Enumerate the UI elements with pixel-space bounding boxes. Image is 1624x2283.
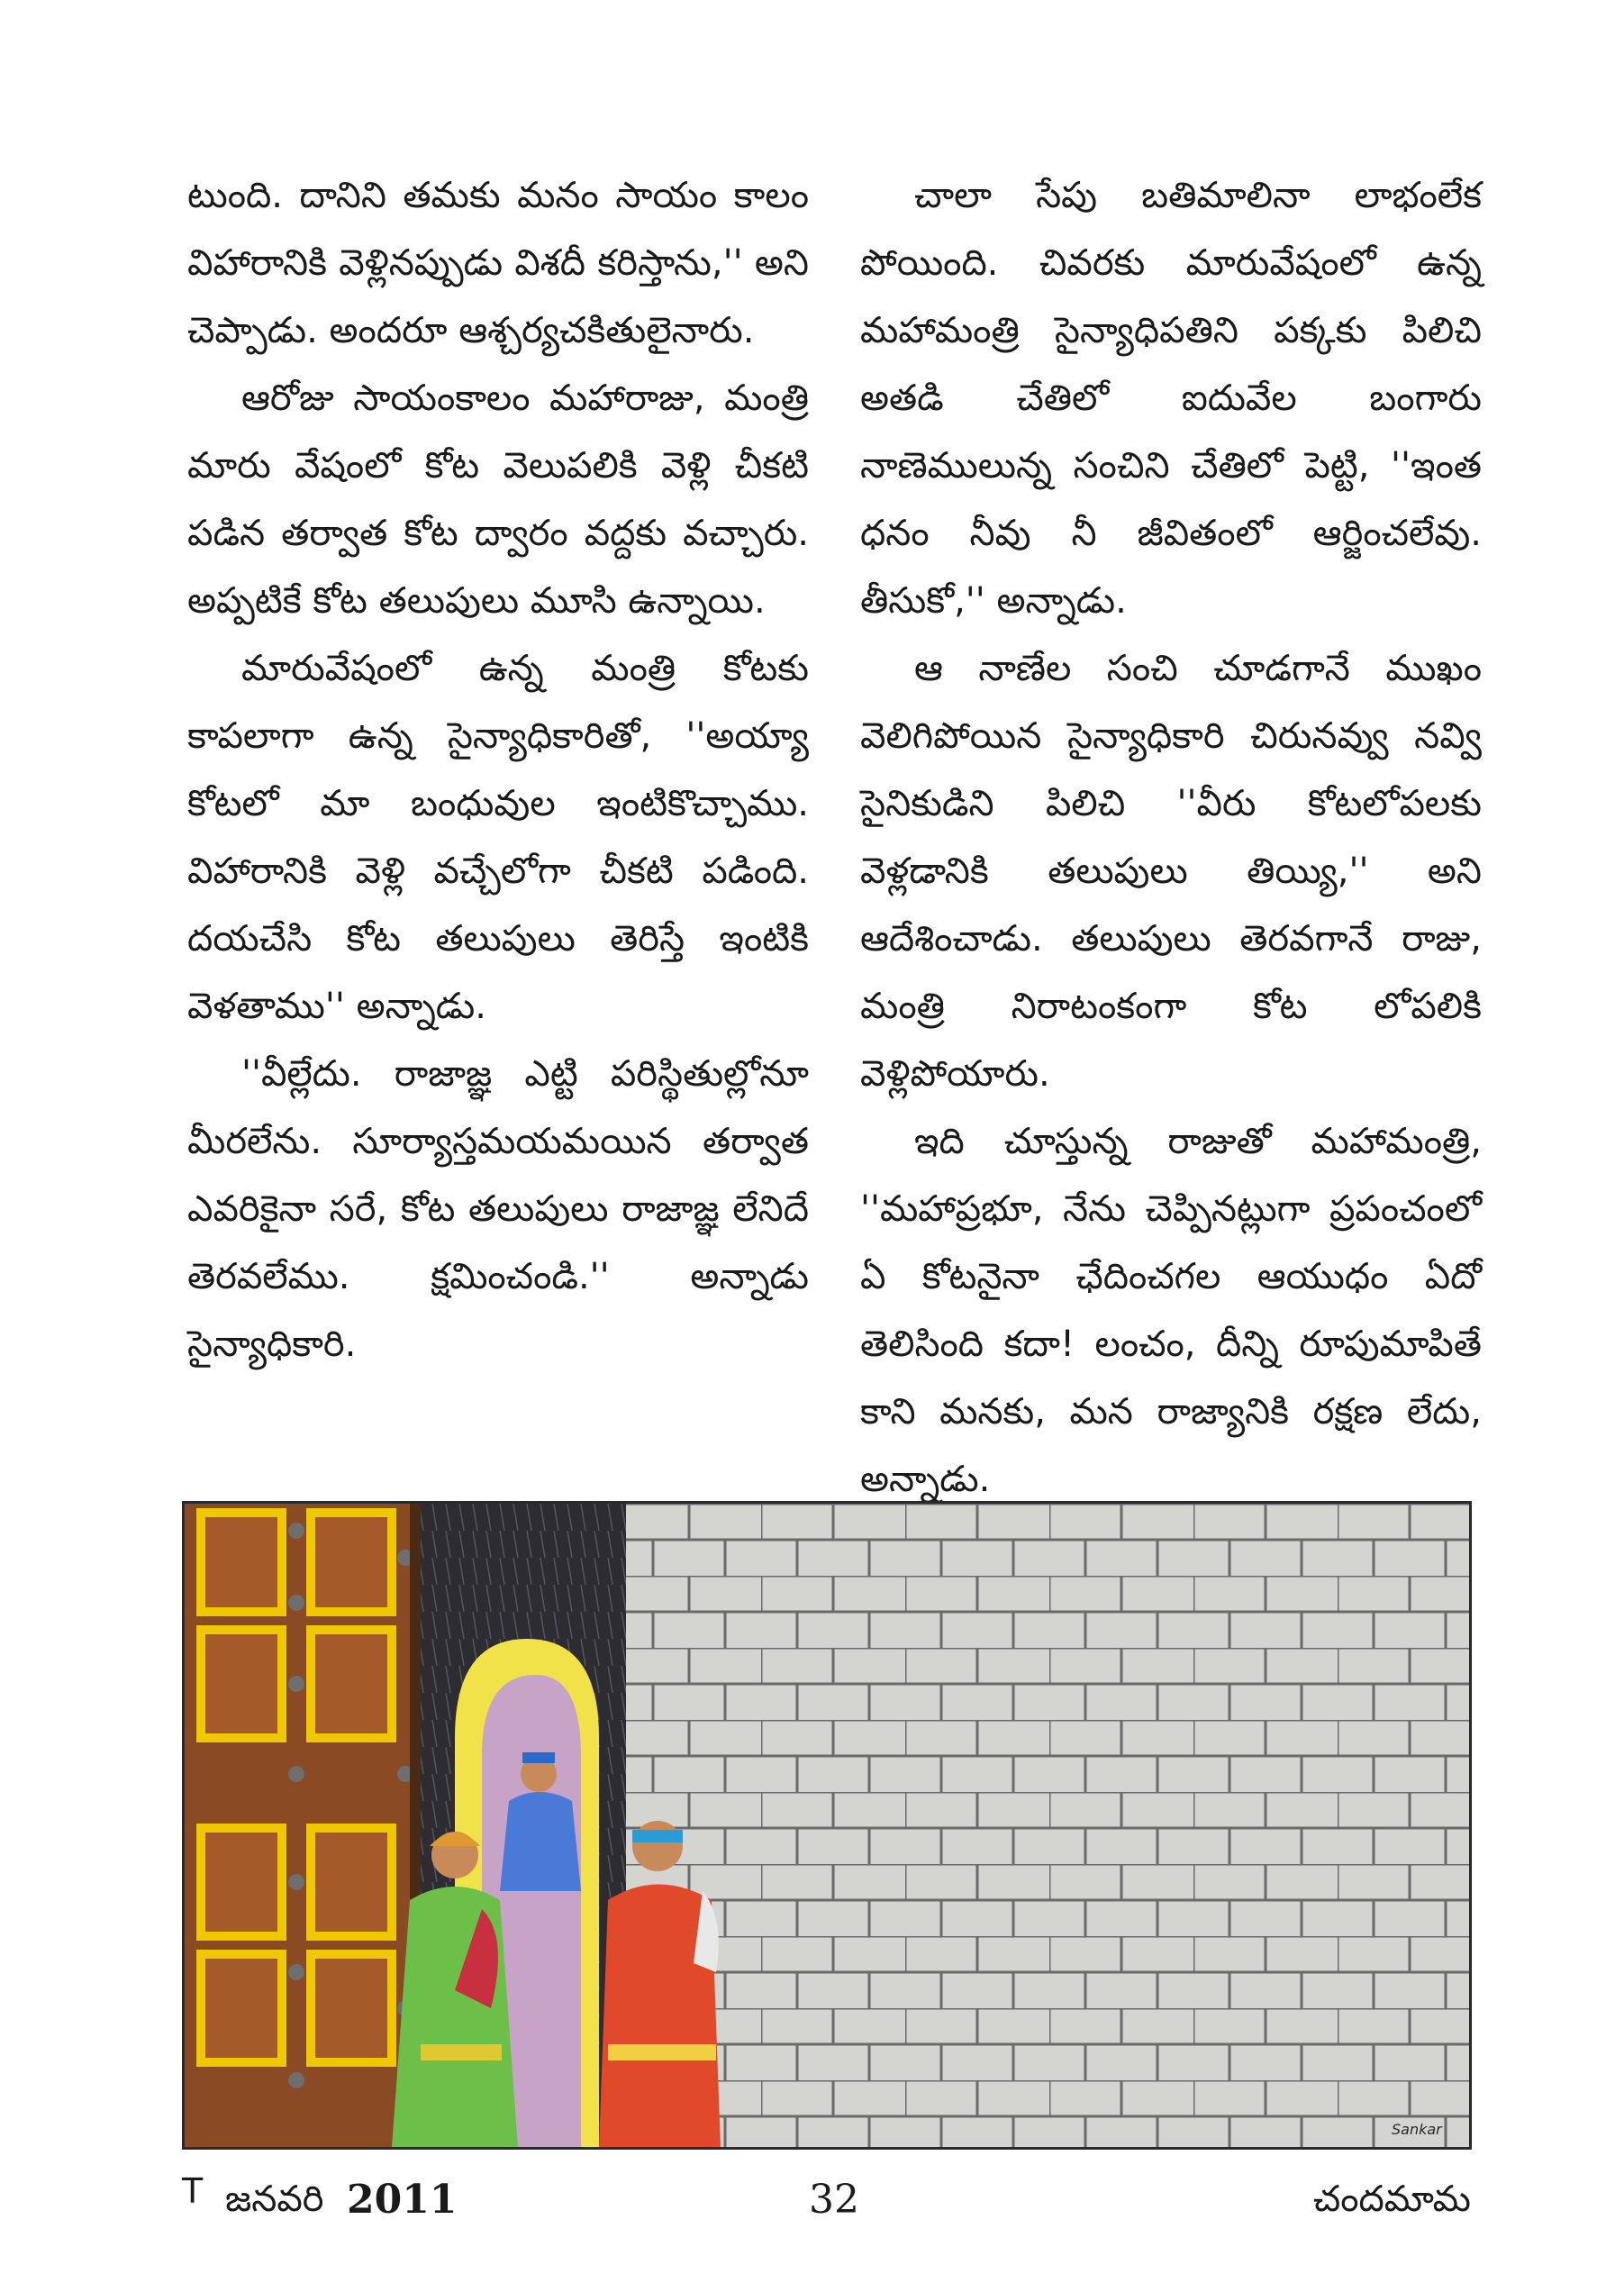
artist-signature: Sankar xyxy=(1392,2121,1442,2138)
footer-month: జనవరి xyxy=(225,2178,324,2220)
paragraph: ''వీల్లేదు. రాజాజ్ఞ ఎట్టి పరిస్థితుల్లోనూ మీరలేను. సూర్యాస్తమయమయిన తర్వాత ఎవరికైనా సరే, కోట తలుపులు రాజాజ్ఞ లేనిదే తెరవలేము. క్షమించండి.'' అన్నాడు సైన్యాధికారి. xyxy=(187,1053,809,1365)
paragraph: టుంది. దానిని తమకు మనం సాయం కాలం విహారానికి వెళ్లినప్పుడు విశదీ కరిస్తాను,'' అని చెప్పాడు. అందరూ ఆశ్చర్యచకితులైనారు. xyxy=(187,175,809,351)
paragraph: మారువేషంలో ఉన్న మంత్రి కోటకు కాపలాగా ఉన్న సైన్యాధికారితో, ''అయ్యా కోటలో మా బంధువుల ఇంటికొచ్చాము. విహారానికి వెళ్లి వచ్చేలోగా చీకటి పడింది. దయచేసి కోట తలుపులు తెరిస్తే ఇంటికి వెళతాము'' అన్నాడు. xyxy=(187,648,809,1027)
paragraph: ఇది చూస్తున్న రాజుతో మహామంత్రి, ''మహాప్రభూ, నేను చెప్పినట్లుగా ప్రపంచంలో ఏ కోటనైనా ఛేదించగల ఆయుధం ఏదో తెలిసింది కదా! లంచం, దీన్ని రూపుమాపితే కాని మనకు, మన రాజ్యానికి రక్షణ లేదు, అన్నాడు. xyxy=(860,1121,1482,1500)
page-number: 32 xyxy=(809,2177,859,2223)
page-footer xyxy=(0,2171,1624,2234)
fort-wall xyxy=(626,1504,1469,2147)
illustration-drawing xyxy=(185,1504,1469,2147)
paragraph: ఆరోజు సాయంకాలం మహారాజు, మంత్రి మారు వేషంలో కోట వెలుపలికి వెళ్లి చీకటి పడిన తర్వాత కోట ద్వారం వద్దకు వచ్చారు. అప్పటికే కోట తలుపులు మూసి ఉన్నాయి. xyxy=(187,377,809,622)
footer-mark: T xyxy=(182,2171,204,2211)
paragraph: చాలా సేపు బతిమాలినా లాభంలేక పోయింది. చివరకు మారువేషంలో ఉన్న మహామంత్రి సైన్యాధిపతిని పక్కకు పిలిచి అతడి చేతిలో ఐదువేల బంగారు నాణెములున్న సంచిని చేతిలో పెట్టి, ''ఇంత ధనం నీవు నీ జీవితంలో ఆర్జించలేవు. తీసుకో,'' అన్నాడు. xyxy=(860,175,1482,622)
story-illustration xyxy=(182,1501,1472,2150)
footer-year: 2011 xyxy=(347,2177,458,2223)
article-right-column xyxy=(860,162,1482,1514)
paragraph: ఆ నాణేల సంచి చూడగానే ముఖం వెలిగిపోయిన సైన్యాధికారి చిరునవ్వు నవ్వి సైనికుడిని పిలిచి ''వీరు కోటలోపలకు వెళ్లడానికి తలుపులు తియ్యి,'' అని ఆదేశించాడు. తలుపులు తెరవగానే రాజు, మంత్రి నిరాటంకంగా కోట లోపలికి వెళ్లిపోయారు. xyxy=(860,648,1482,1095)
article-left-column xyxy=(187,162,809,1378)
magazine-name: చందమామ xyxy=(1312,2178,1471,2220)
